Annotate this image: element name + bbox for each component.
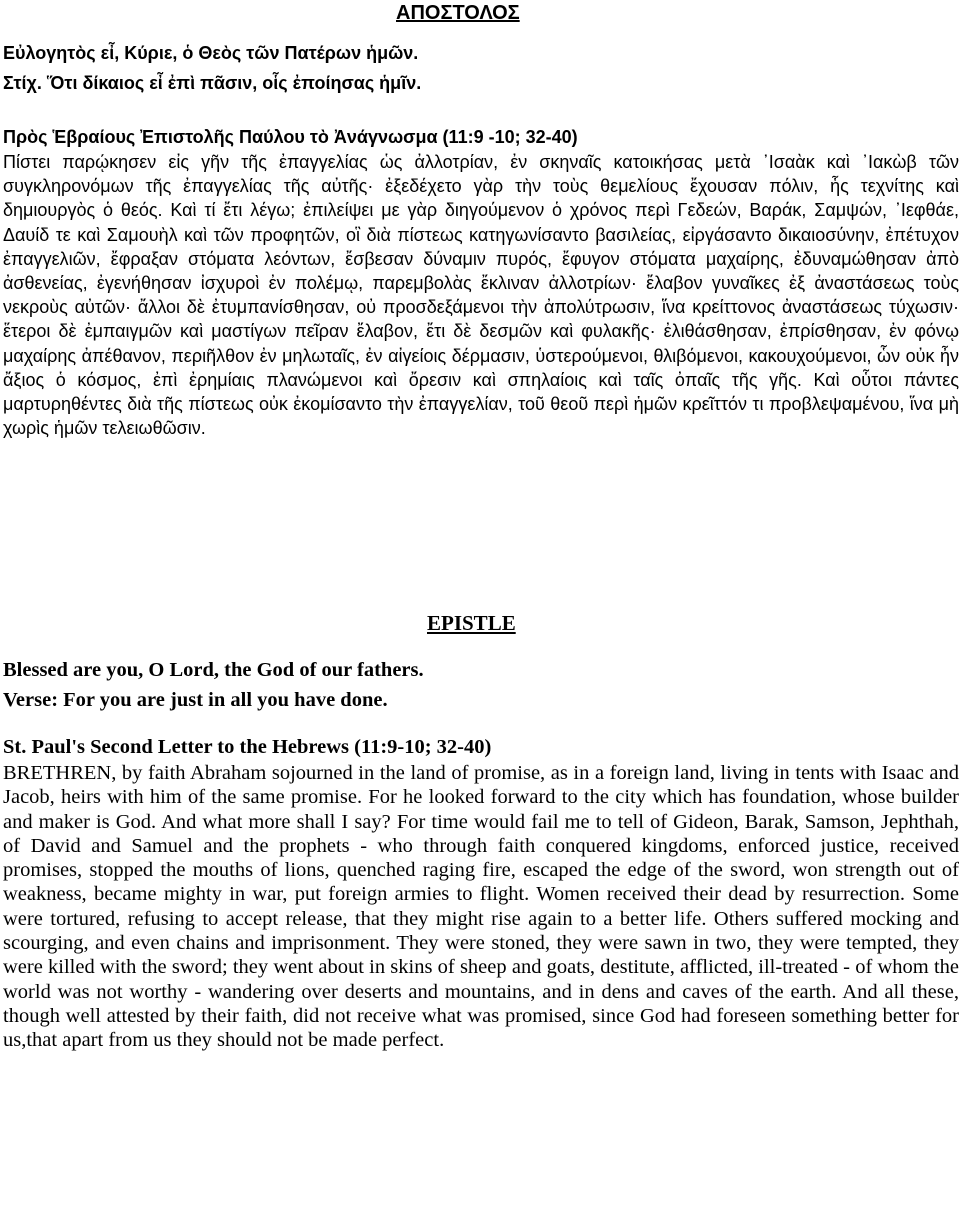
greek-verse: Στίχ. Ὅτι δίκαιος εἶ ἐπὶ πᾶσιν, οἷς ἐποίησας ἡμῖν. bbox=[3, 73, 422, 93]
greek-reading-text: Πίστει παρῴκησεν εἰς γῆν τῆς ἐπαγγελίας ὡς ἀλλοτρίαν, ἐν σκηναῖς κατοικήσας μετὰ ᾿Ισαὰκ καὶ ᾿Ιακὼβ τῶν συγκληρονόμων τῆς ἐπαγγελίας τῆς αὐτῆς· ἐξεδέχετο γὰρ τὴν τοὺς θεμελίους ἔχουσαν πόλιν, ἧς τεχνίτης καὶ δημιουργὸς ὁ θεός. Καὶ τί ἔτι λέγω; ἐπιλείψει με γὰρ διηγούμενον ὁ χρόνος περὶ Γεδεών, Βαράκ, Σαμψών, ᾿Ιεφθάε, Δαυίδ τε καὶ Σαμουὴλ καὶ τῶν προφητῶν, οἳ διὰ πίστεως κατηγωνίσαντο βασιλείας, εἰργάσαντο δικαιοσύνην, ἐπέτυχον ἐπαγγελιῶν, ἔφραξαν στόματα λεόντων, ἔσβεσαν δύναμιν πυρός, ἔφυγον στόματα μαχαίρης, ἐδυναμώθησαν ἀπὸ ἀσθενείας, ἐγενήθησαν ἰσχυροὶ ἐν πολέμῳ, παρεμβολὰς ἔκλιναν ἀλλοτρίων· ἔλαβον γυναῖκες ἐξ ἀναστάσεως τοὺς νεκροὺς αὐτῶν· ἄλλοι δὲ ἐτυμπανίσθησαν, οὐ προσδεξάμενοι τὴν ἀπολύτρωσιν, ἵνα κρείττονος ἀναστάσεως τύχωσιν· ἕτεροι δὲ ἐμπαιγμῶν καὶ μαστίγων πεῖραν ἔλαβον, ἔτι δὲ δεσμῶν καὶ φυλακῆς· ἐλιθάσθησαν, ἐπρίσθησαν, ἐν φόνῳ μαχαίρης ἀπέθανον, περιῆλθον ἐν μηλωταῖς, ἐν αἰγείοις δέρμασιν, ὑστερούμενοι, θλιβόμενοι, κακουχούμενοι, ὧν οὐκ ἦν ἄξιος ὁ κόσμος, ἐπὶ ἐρημίαις πλανώμενοι καὶ ὄρεσιν καὶ σπηλαίοις καὶ ταῖς ὀπαῖς τῆς γῆς. Καὶ οὗτοι πάντες μαρτυρηθέντες διὰ τῆς πίστεως οὐκ ἐκομίσαντο τὴν ἐπαγγελίαν, τοῦ θεοῦ περὶ ἡμῶν κρεῖττόν τι προβλεψαμένου, ἵνα μὴ χωρὶς ἡμῶν τελειωθῶσιν. bbox=[3, 152, 959, 439]
greek-reading-title: Πρὸς Ἑβραίους Ἐπιστολῆς Παύλου τὸ Ἀνάγνωσμα (11:9 -10; 32-40) bbox=[3, 127, 578, 147]
english-prokeimenon: Blessed are you, O Lord, the God of our fathers. bbox=[3, 659, 424, 681]
greek-section-heading: ΑΠΟΣΤΟΛΟΣ bbox=[396, 2, 520, 24]
english-section-heading: EPISTLE bbox=[427, 611, 516, 635]
english-reading-title: St. Paul's Second Letter to the Hebrews (11:9-10; 32-40) bbox=[3, 736, 492, 758]
greek-prokeimenon: Εὐλογητὸς εἶ, Κύριε, ὁ Θεὸς τῶν Πατέρων ἡμῶν. bbox=[3, 43, 419, 63]
english-verse: Verse: For you are just in all you have done. bbox=[3, 689, 388, 711]
english-reading-text: BRETHREN, by faith Abraham sojourned in the land of promise, as in a foreign land, living in tents with Isaac and Jacob, heirs with him of the same promise. For he looked forward to the city which has foundation, whose builder and maker is God. And what more shall I say? For time would fail me to tell of Gideon, Barak, Samson, Jephthah, of David and Samuel and the prophets - who through faith conquered kingdoms, enforced justice, received promises, stopped the mouths of lions, quenched raging fire, escaped the edge of the sword, won strength out of weakness, became mighty in war, put foreign armies to flight. Women received their dead by resurrection. Some were tortured, refusing to accept release, that they might rise again to a better life. Others suffered mocking and scourging, and even chains and imprisonment. They were stoned, they were sawn in two, they were tempted, they were killed with the sword; they went about in skins of sheep and goats, destitute, afflicted, ill-treated - of whom the world was not worthy - wandering over deserts and mountains, and in dens and caves of the earth. And all these, though well attested by their faith, did not receive what was promised, since God had foreseen something better for us,that apart from us they should not be made perfect. bbox=[3, 762, 959, 1052]
